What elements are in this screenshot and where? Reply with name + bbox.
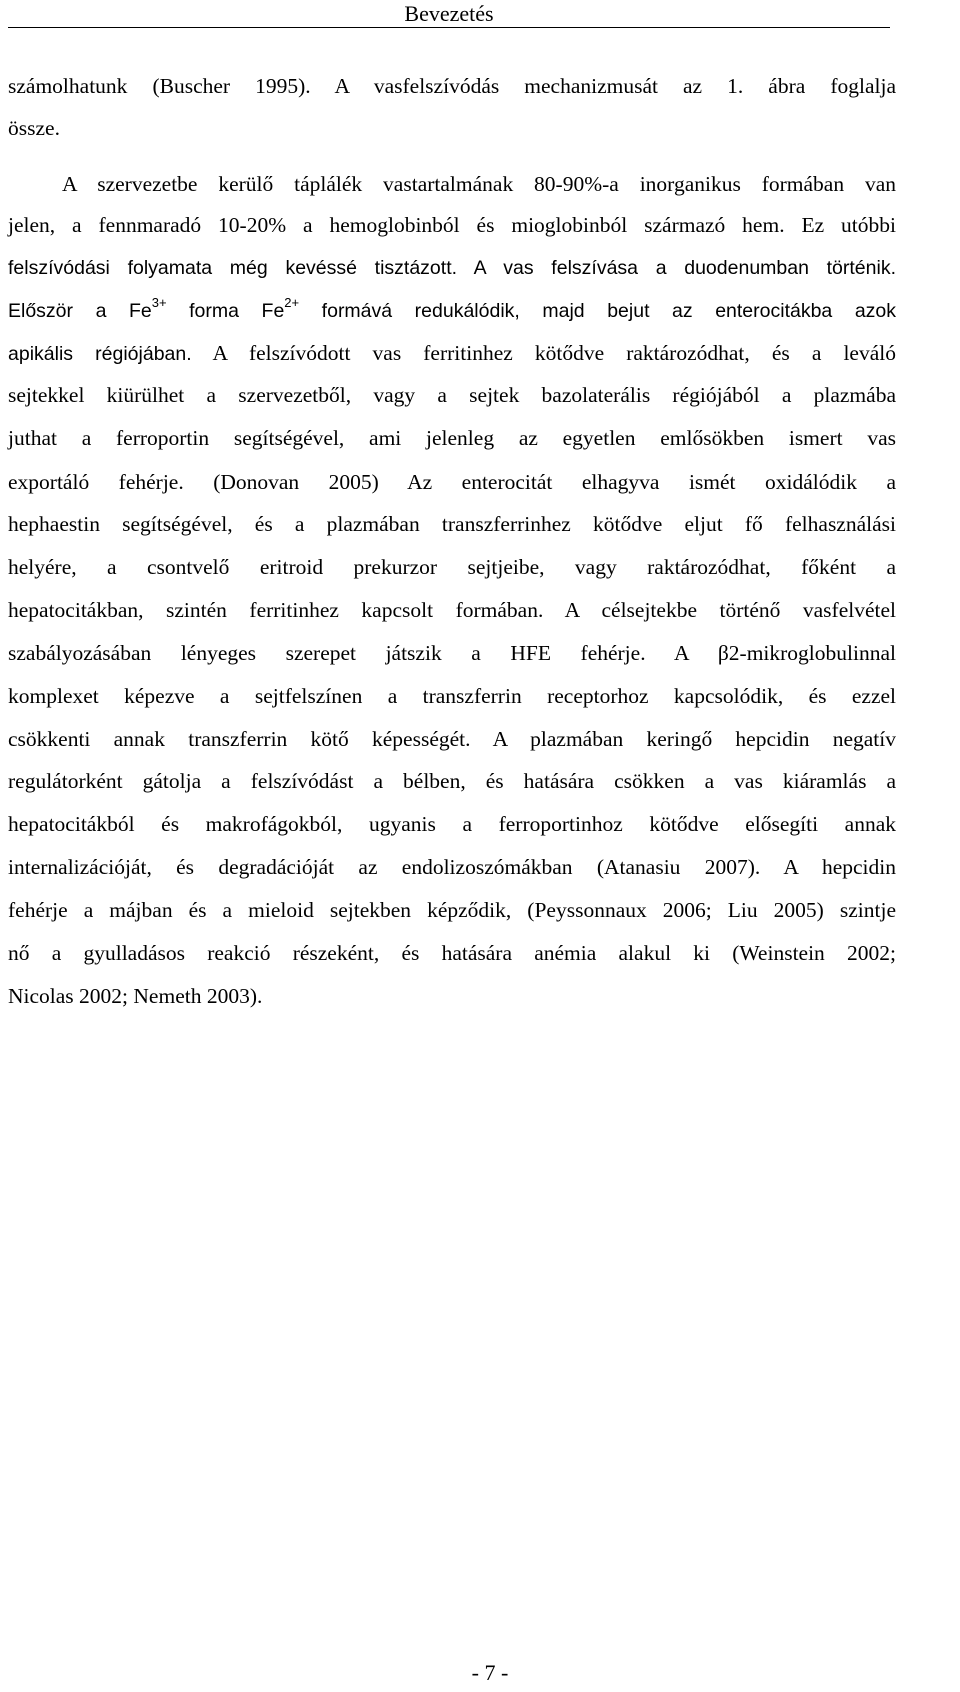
text-line-with-superscripts bbox=[8, 295, 897, 324]
text-line: hephaestin segítségével, és a plazmában transzferrinhez kötődve eljut fő felhasználási bbox=[8, 512, 896, 536]
running-header: Bevezetés bbox=[8, 0, 890, 28]
page-number: - 7 - bbox=[471, 1660, 509, 1685]
text-line: sejtekkel kiürülhet a szervezetből, vagy a sejtek bazolaterális régiójából a plazmába bbox=[8, 383, 896, 407]
text-line: nő a gyulladásos reakció részeként, és hatására anémia alakul ki (Weinstein 2002; bbox=[8, 941, 896, 965]
text-run: formává redukálódik, majd bejut az enterocitákba azok bbox=[299, 300, 897, 322]
text-line: regulátorként gátolja a felszívódást a bélben, és hatására csökken a vas kiáramlás a bbox=[8, 769, 896, 793]
text-line: exportáló fehérje. (Donovan 2005) Az enterocitát elhagyva ismét oxidálódik a bbox=[8, 470, 896, 494]
text-line: csökkenti annak transzferrin kötő képességét. A plazmában keringő hepcidin negatív bbox=[8, 727, 896, 751]
text-line: internalizációját, és degradációját az endolizoszómákban (Atanasiu 2007). A hepcidin bbox=[8, 855, 896, 879]
text-line: jelen, a fennmaradó 10-20% a hemoglobinból és mioglobinból származó hem. Ez utóbbi bbox=[8, 213, 896, 237]
text-line: szabályozásában lényeges szerepet játszik a HFE fehérje. A β2-mikroglobulinnal bbox=[8, 641, 896, 665]
text-line: helyére, a csontvelő eritroid prekurzor sejtjeibe, vagy raktározódhat, főként a bbox=[8, 555, 896, 579]
text-line: juthat a ferroportin segítségével, ami jelenleg az egyetlen emlősökben ismert vas bbox=[8, 426, 896, 450]
text-run: A felszívódott vas ferritinhez kötődve raktározódhat, és a leváló bbox=[191, 341, 896, 365]
text-run-sans: apikális régiójában. bbox=[8, 343, 192, 365]
text-line: komplexet képezve a sejtfelszínen a transzferrin receptorhoz kapcsolódik, és ezzel bbox=[8, 684, 896, 708]
superscript-charge: 2+ bbox=[284, 295, 300, 310]
text-line: össze. bbox=[8, 116, 60, 140]
text-line: Nicolas 2002; Nemeth 2003). bbox=[8, 984, 263, 1008]
superscript-charge: 3+ bbox=[151, 295, 167, 310]
text-run: forma Fe bbox=[166, 300, 285, 322]
text-run: Először a Fe bbox=[8, 300, 152, 322]
text-line: számolhatunk (Buscher 1995). A vasfelszívódás mechanizmusát az 1. ábra foglalja bbox=[8, 74, 896, 98]
text-line: fehérje a májban és a mieloid sejtekben képződik, (Peyssonnaux 2006; Liu 2005) szintje bbox=[8, 898, 896, 922]
paragraph-first-line: A szervezetbe kerülő táplálék vastartalmának 80-90%-a inorganikus formában van bbox=[62, 172, 896, 196]
text-line-mixed-font bbox=[8, 340, 896, 367]
text-line: hepatocitákban, szintén ferritinhez kapcsolt formában. A célsejtekbe történő vasfelvétel bbox=[8, 598, 896, 622]
text-line: felszívódási folyamata még kevéssé tisztázott. A vas felszívása a duodenumban történik. bbox=[8, 257, 896, 279]
text-line: hepatocitákból és makrofágokból, ugyanis a ferroportinhoz kötődve elősegíti annak bbox=[8, 812, 896, 836]
